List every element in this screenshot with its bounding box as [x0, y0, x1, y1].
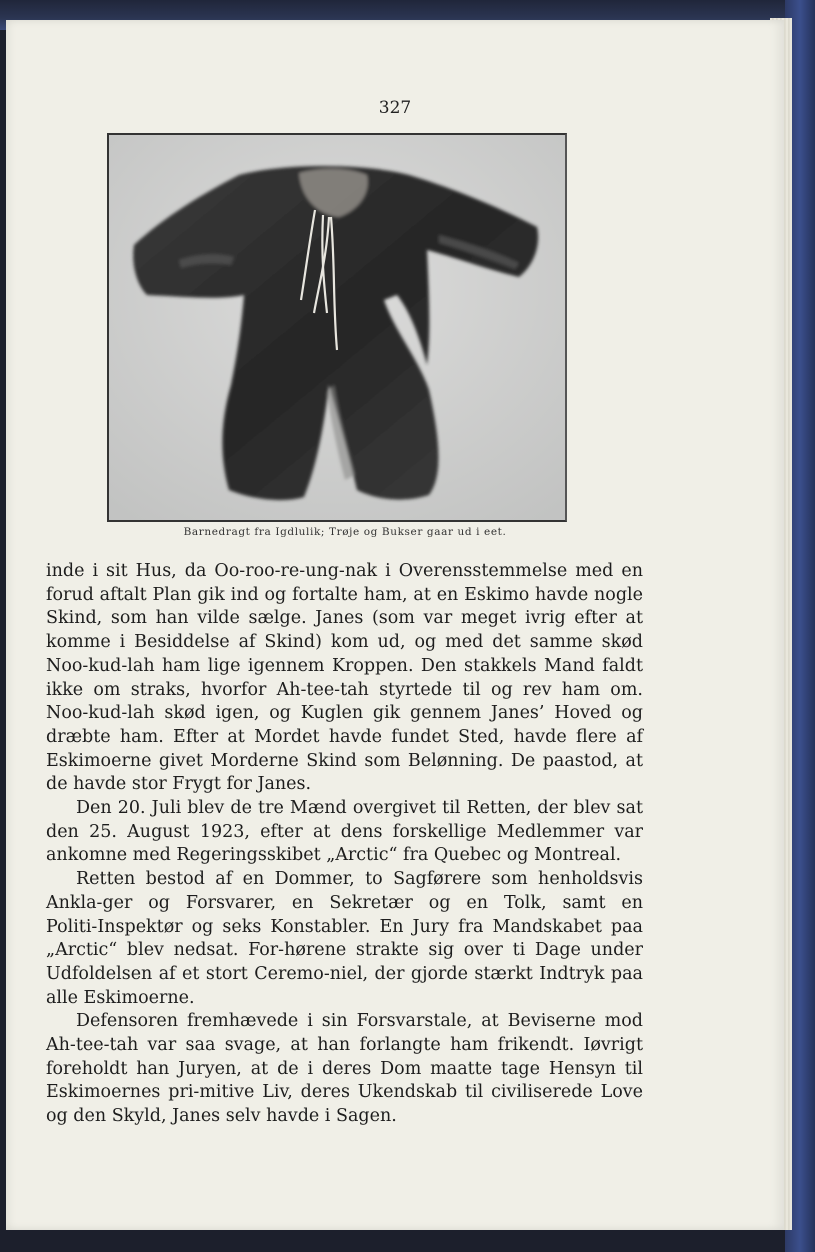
- book-page: [6, 20, 784, 1230]
- paragraph: inde i sit Hus, da Oo‑roo‑re‑ung‑nak i Overensstemmelse med en forud aftalt Plan gik ind og fortalte ham, at en Eskimo havde nogle Skind, som han vilde sælge. Janes (som var meget ivrig efter at komme i Besiddelse af Skind) kom ud, og med det samme skød Noo‑kud‑lah ham lige igennem Kroppen. Den stakkels Mand faldt ikke om straks, hvorfor Ah‑tee‑tah styrtede til og rev ham om. Noo‑kud‑lah skød igen, og Kuglen gik gennem Janes’ Hoved og dræbte ham. Efter at Mordet havde fundet Sted, havde flere af Eskimoerne givet Morderne Skind som Belønning. De paastod, at de havde stor Frygt for Janes.: [46, 561, 643, 795]
- figure-caption: Barnedragt fra Igdlulik; Trøje og Bukser gaar ud i eet.: [183, 526, 507, 538]
- paragraph: Den 20. Juli blev de tre Mænd overgivet til Retten, der blev sat den 25. August 1923, efter at dens forskellige Medlemmer var ankomne med Regeringsskibet „Arctic“ fra Quebec og Montreal.: [46, 798, 643, 866]
- fur-garment-photo: [107, 133, 567, 522]
- paragraph: Defensoren fremhævede i sin Forsvarstale, at Beviserne mod Ah‑tee‑tah var saa svage, at han forlangte ham frikendt. Iøvrigt foreholdt han Juryen, at de i deres Dom maatte tage Hensyn til Eskimoernes pri‑mitive Liv, deres Ukendskab til civiliserede Love og den Skyld, Janes selv havde i Sagen.: [46, 1011, 643, 1127]
- page-number: 327: [378, 98, 412, 118]
- paragraph: Retten bestod af en Dommer, to Sagførere som henholdsvis Ankla‑ger og Forsvarer, en Sekretær og en Tolk, samt en Politi‑Inspektør og seks Konstabler. En Jury fra Mandskabet paa „Arctic“ blev nedsat. For‑hørene strakte sig over ti Dage under Udfoldelsen af et stort Ceremo‑niel, der gjorde stærkt Indtryk paa alle Eskimoerne.: [46, 869, 643, 1008]
- body-text: [46, 560, 643, 1129]
